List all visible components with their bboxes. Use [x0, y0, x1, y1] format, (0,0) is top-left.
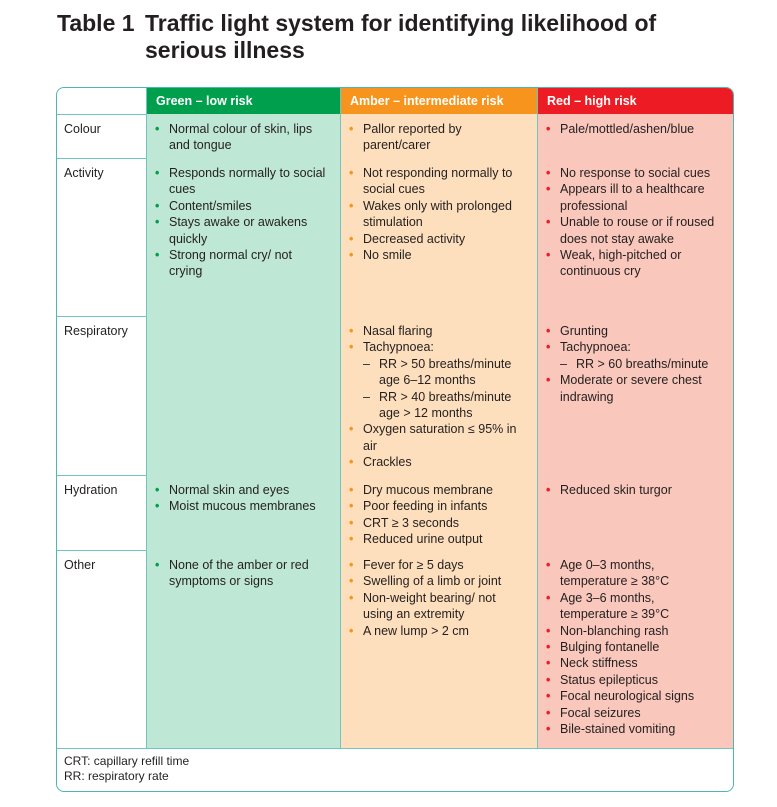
list-item — [544, 181, 722, 214]
amber-cell — [340, 475, 537, 550]
list-item-text: Neck stiffness — [560, 656, 638, 671]
table-title — [57, 10, 757, 64]
sub-list-item: – RR > 50 breaths/minute age 6–12 months — [363, 356, 524, 389]
list-item — [347, 421, 524, 454]
amber-cell — [340, 316, 537, 475]
list-item-text: Pale/mottled/ashen/blue — [560, 122, 695, 136]
list-item — [544, 557, 722, 590]
table-row — [57, 114, 733, 158]
list-item-text: No smile — [363, 248, 412, 263]
red-list — [544, 557, 722, 737]
green-list — [153, 165, 327, 280]
list-item — [544, 165, 722, 181]
amber-list — [347, 323, 524, 471]
list-item — [544, 639, 722, 655]
red-list — [544, 121, 722, 137]
list-item — [347, 454, 524, 470]
list-item-text: Grunting — [560, 324, 608, 338]
list-item-text: No response to social cues — [560, 166, 711, 180]
green-cell — [146, 114, 340, 158]
list-item-text: Reduced urine output — [363, 532, 483, 547]
list-item — [347, 573, 524, 589]
list-item — [347, 623, 524, 639]
list-item — [153, 498, 327, 514]
list-item-text: Oxygen saturation ≤ 95% in air — [363, 422, 517, 453]
list-item-text: Reduced skin turgor — [560, 483, 672, 497]
amber-list — [347, 165, 524, 263]
list-item-text: Swelling of a limb or joint — [363, 574, 502, 589]
traffic-light-table — [56, 87, 734, 792]
green-list — [153, 121, 327, 154]
amber-list — [347, 482, 524, 548]
list-item — [153, 165, 327, 198]
table-title-line1: Traffic light system for identifying likelihood of — [145, 10, 657, 36]
red-cell — [537, 475, 734, 550]
list-item — [544, 323, 722, 339]
red-list — [544, 165, 722, 280]
list-item-text: Age 3–6 months, temperature ≥ 39°C — [560, 590, 670, 622]
list-item — [153, 482, 327, 498]
list-item — [153, 214, 327, 247]
list-item-text: Nasal flaring — [363, 324, 433, 338]
list-item — [347, 198, 524, 231]
list-item — [544, 655, 722, 671]
row-label-cell — [57, 475, 146, 550]
red-cell — [537, 114, 734, 158]
list-item — [544, 482, 722, 498]
list-item-text: Not responding normally to social cues — [363, 166, 513, 197]
row-label: Respiratory — [64, 324, 128, 338]
red-list — [544, 323, 722, 405]
row-label-cell — [57, 114, 146, 158]
red-cell — [537, 316, 734, 475]
list-item — [544, 339, 722, 372]
list-item-text: Focal neurological signs — [560, 689, 695, 704]
list-item — [153, 121, 327, 154]
list-item-text: Non-weight bearing/ not using an extremity — [363, 590, 496, 622]
list-item — [347, 557, 524, 573]
table-title-line2: serious illness — [145, 37, 305, 63]
list-item-text: Wakes only with prolonged stimulation — [363, 198, 512, 230]
green-list — [153, 557, 327, 590]
row-label: Hydration — [64, 483, 118, 497]
list-item — [544, 214, 722, 247]
list-item — [347, 590, 524, 623]
list-item-text: Status epilepticus — [560, 672, 658, 687]
list-item-text: Appears ill to a healthcare professional — [560, 182, 705, 213]
list-item-text: Normal colour of skin, lips and tongue — [169, 122, 313, 153]
list-item-text: Dry mucous membrane — [363, 483, 493, 497]
header-red: Red – high risk — [537, 88, 734, 114]
footnote: RR: respiratory rate — [64, 769, 169, 783]
sub-list — [560, 356, 722, 372]
list-item-text: Unable to rouse or if roused does not stay awake — [560, 215, 715, 246]
list-item — [347, 482, 524, 498]
list-item — [347, 515, 524, 531]
green-cell — [146, 158, 340, 316]
row-label-cell — [57, 316, 146, 475]
list-item-text: Tachypnoea: — [560, 340, 631, 355]
list-item — [347, 339, 524, 421]
list-item — [347, 165, 524, 198]
row-label: Colour — [64, 122, 101, 136]
row-label-cell — [57, 550, 146, 748]
list-item-text: Tachypnoea: — [363, 340, 434, 355]
row-divider — [57, 748, 733, 749]
list-item-text: Fever for ≥ 5 days — [363, 558, 464, 572]
red-cell — [537, 158, 734, 316]
row-label: Activity — [64, 166, 104, 180]
row-label: Other — [64, 558, 96, 572]
list-item-text: A new lump > 2 cm — [363, 623, 469, 638]
list-item — [347, 531, 524, 547]
column-divider — [537, 88, 538, 748]
green-cell — [146, 316, 340, 475]
list-item — [347, 231, 524, 247]
list-item-text: Pallor reported by parent/carer — [363, 122, 462, 153]
amber-cell — [340, 114, 537, 158]
list-item — [347, 121, 524, 154]
header-green: Green – low risk — [146, 88, 340, 114]
sub-list-item: – RR > 60 breaths/minute — [560, 356, 722, 372]
list-item — [347, 247, 524, 263]
list-item — [153, 198, 327, 214]
list-item-text: Content/smiles — [169, 198, 252, 213]
green-cell — [146, 475, 340, 550]
green-list — [153, 482, 327, 515]
list-item — [544, 247, 722, 280]
table-row — [57, 475, 733, 550]
list-item — [153, 247, 327, 280]
sub-list — [363, 356, 524, 422]
list-item-text: Age 0–3 months, temperature ≥ 38°C — [560, 558, 670, 589]
list-item — [347, 323, 524, 339]
list-item-text: CRT ≥ 3 seconds — [363, 515, 460, 530]
table-row — [57, 316, 733, 475]
row-label-cell — [57, 158, 146, 316]
list-item-text: Decreased activity — [363, 231, 466, 246]
list-item-text: Bulging fontanelle — [560, 640, 660, 655]
sub-list-item: – RR > 40 breaths/minute age > 12 months — [363, 389, 524, 422]
header-amber: Amber – intermediate risk — [340, 88, 537, 114]
list-item-text: Stays awake or awakens quickly — [169, 215, 308, 246]
list-item — [544, 672, 722, 688]
list-item — [544, 372, 722, 405]
list-item — [544, 721, 722, 737]
list-item-text: None of the amber or red symptoms or signs — [169, 558, 309, 589]
list-item — [544, 121, 722, 137]
list-item-text: Focal seizures — [560, 705, 641, 720]
column-divider — [146, 88, 147, 748]
list-item-text: Normal skin and eyes — [169, 483, 290, 497]
list-item-text: Bile-stained vomiting — [560, 722, 676, 737]
list-item — [347, 498, 524, 514]
list-item — [544, 590, 722, 623]
column-divider — [340, 88, 341, 748]
list-item-text: Non-blanching rash — [560, 623, 669, 638]
amber-cell — [340, 550, 537, 748]
amber-cell — [340, 158, 537, 316]
list-item-text: Crackles — [363, 455, 412, 470]
list-item-text: Moist mucous membranes — [169, 499, 316, 514]
list-item-text: Strong normal cry/ not crying — [169, 248, 292, 279]
list-item-text: Responds normally to social cues — [169, 166, 326, 197]
green-cell — [146, 550, 340, 748]
red-cell — [537, 550, 734, 748]
list-item — [153, 557, 327, 590]
list-item-text: Moderate or severe chest indrawing — [560, 373, 702, 404]
table-row — [57, 158, 733, 316]
list-item — [544, 688, 722, 704]
amber-list — [347, 121, 524, 154]
list-item — [544, 623, 722, 639]
footnote: CRT: capillary refill time — [64, 754, 190, 768]
table-number: Table 1 — [57, 10, 135, 36]
amber-list — [347, 557, 524, 639]
table-row — [57, 550, 733, 748]
list-item-text: Weak, high-pitched or continuous cry — [560, 248, 682, 279]
list-item — [544, 705, 722, 721]
red-list — [544, 482, 722, 498]
list-item-text: Poor feeding in infants — [363, 499, 488, 514]
